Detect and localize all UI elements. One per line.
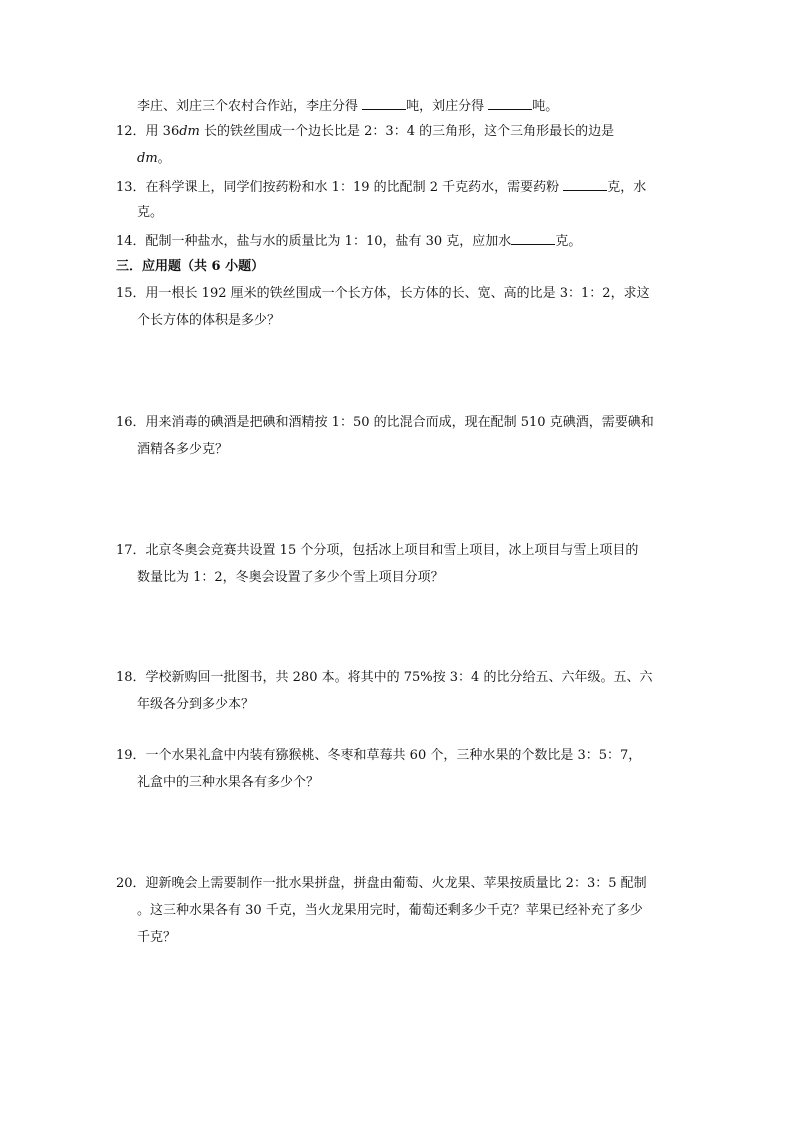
q12-text-a: 用 36 [145,124,180,139]
q13-line2-text: 克。 [137,205,164,220]
q20-number: 20． [116,876,146,891]
q18-line1 [116,669,652,687]
q16-text-1: 用来消毒的碘酒是把碘和酒精按 1：50 的比混合而成，现在配制 510 克碘酒，需要碘和 [145,415,654,430]
q13-line1 [116,177,646,197]
q14-text-b: 克。 [555,234,582,249]
q15-number: 15． [116,286,146,301]
q11-line2 [137,96,558,116]
q13-blank-powder[interactable] [563,177,607,191]
q14-number: 14． [116,234,146,249]
q16-number: 16． [116,415,146,430]
q12-number: 12． [116,124,146,139]
q12-unit: dm [179,124,200,139]
q14-line1 [116,231,581,251]
q14-blank-water[interactable] [511,231,555,245]
q15-line2: 个长方体的体积是多少？ [137,313,281,328]
q19-line1 [116,747,641,765]
q15-line1 [116,285,650,303]
section-3-title: 三．应用题（共 6 小题） [116,259,265,274]
q20-line3: 千克？ [137,930,177,945]
q17-line1 [116,542,638,560]
q19-text-1: 一个水果礼盒中内装有猕猴桃、冬枣和草莓共 60 个，三种水果的个数比是 3：5：7， [145,748,642,763]
q14-text-a: 配制一种盐水，盐与水的质量比为 1：10，盐有 30 克，应加水 [145,234,512,249]
q12-line2-end: 。 [157,151,171,166]
q18-text-1: 学校新购回一批图书，共 280 本。将其中的 75%按 3：4 的比分给五、六年级。五、六 [145,670,653,685]
q16-line2: 酒精各多少克？ [137,442,229,457]
q13-text-a: 在科学课上，同学们按药粉和水 1：19 的比配制 2 千克药水，需要药粉 [145,180,564,195]
q17-number: 17． [116,543,146,558]
q16-line1 [116,414,654,432]
q19-line2: 礼盒中的三种水果各有多少个？ [137,775,320,790]
q11-text-a: 李庄、刘庄三个农村合作站，李庄分得 [137,99,363,114]
q13-number: 13． [116,180,146,195]
q11-text-c: 吨。 [532,99,559,114]
q11-text-b: 吨，刘庄分得 [406,99,489,114]
q17-line2: 数量比为 1：2，冬奥会设置了多少个雪上项目分项？ [137,570,444,585]
q19-number: 19． [116,748,146,763]
q12-line2-unit: dm [137,151,158,166]
q15-text-1: 用一根长 192 厘米的铁丝围成一个长方体，长方体的长、宽、高的比是 3：1：2，求这 [145,286,650,301]
q18-line2: 年级各分到多少本？ [137,697,255,712]
q13-text-b: 克，水 [607,180,647,195]
q20-text-1: 迎新晚会上需要制作一批水果拼盘，拼盘由葡萄、火龙果、苹果按质量比 2：3：5 配制 [145,876,647,891]
q18-number: 18． [116,670,146,685]
q20-line2: 。这三种水果各有 30 千克，当火龙果用完时，葡萄还剩多少千克？苹果已经补充了多少 [137,903,643,918]
q12-line1 [116,123,614,141]
q11-blank-liu[interactable] [488,96,532,110]
q11-blank-li[interactable] [362,96,406,110]
q13-line2 [137,204,163,222]
q12-text-b: 长的铁丝围成一个边长比是 2：3：4 的三角形，这个三角形最长的边是 [199,124,615,139]
q20-line1 [116,875,647,893]
q12-line2 [137,150,171,168]
q17-text-1: 北京冬奥会竞赛共设置 15 个分项，包括冰上项目和雪上项目，冰上项目与雪上项目的 [145,543,639,558]
